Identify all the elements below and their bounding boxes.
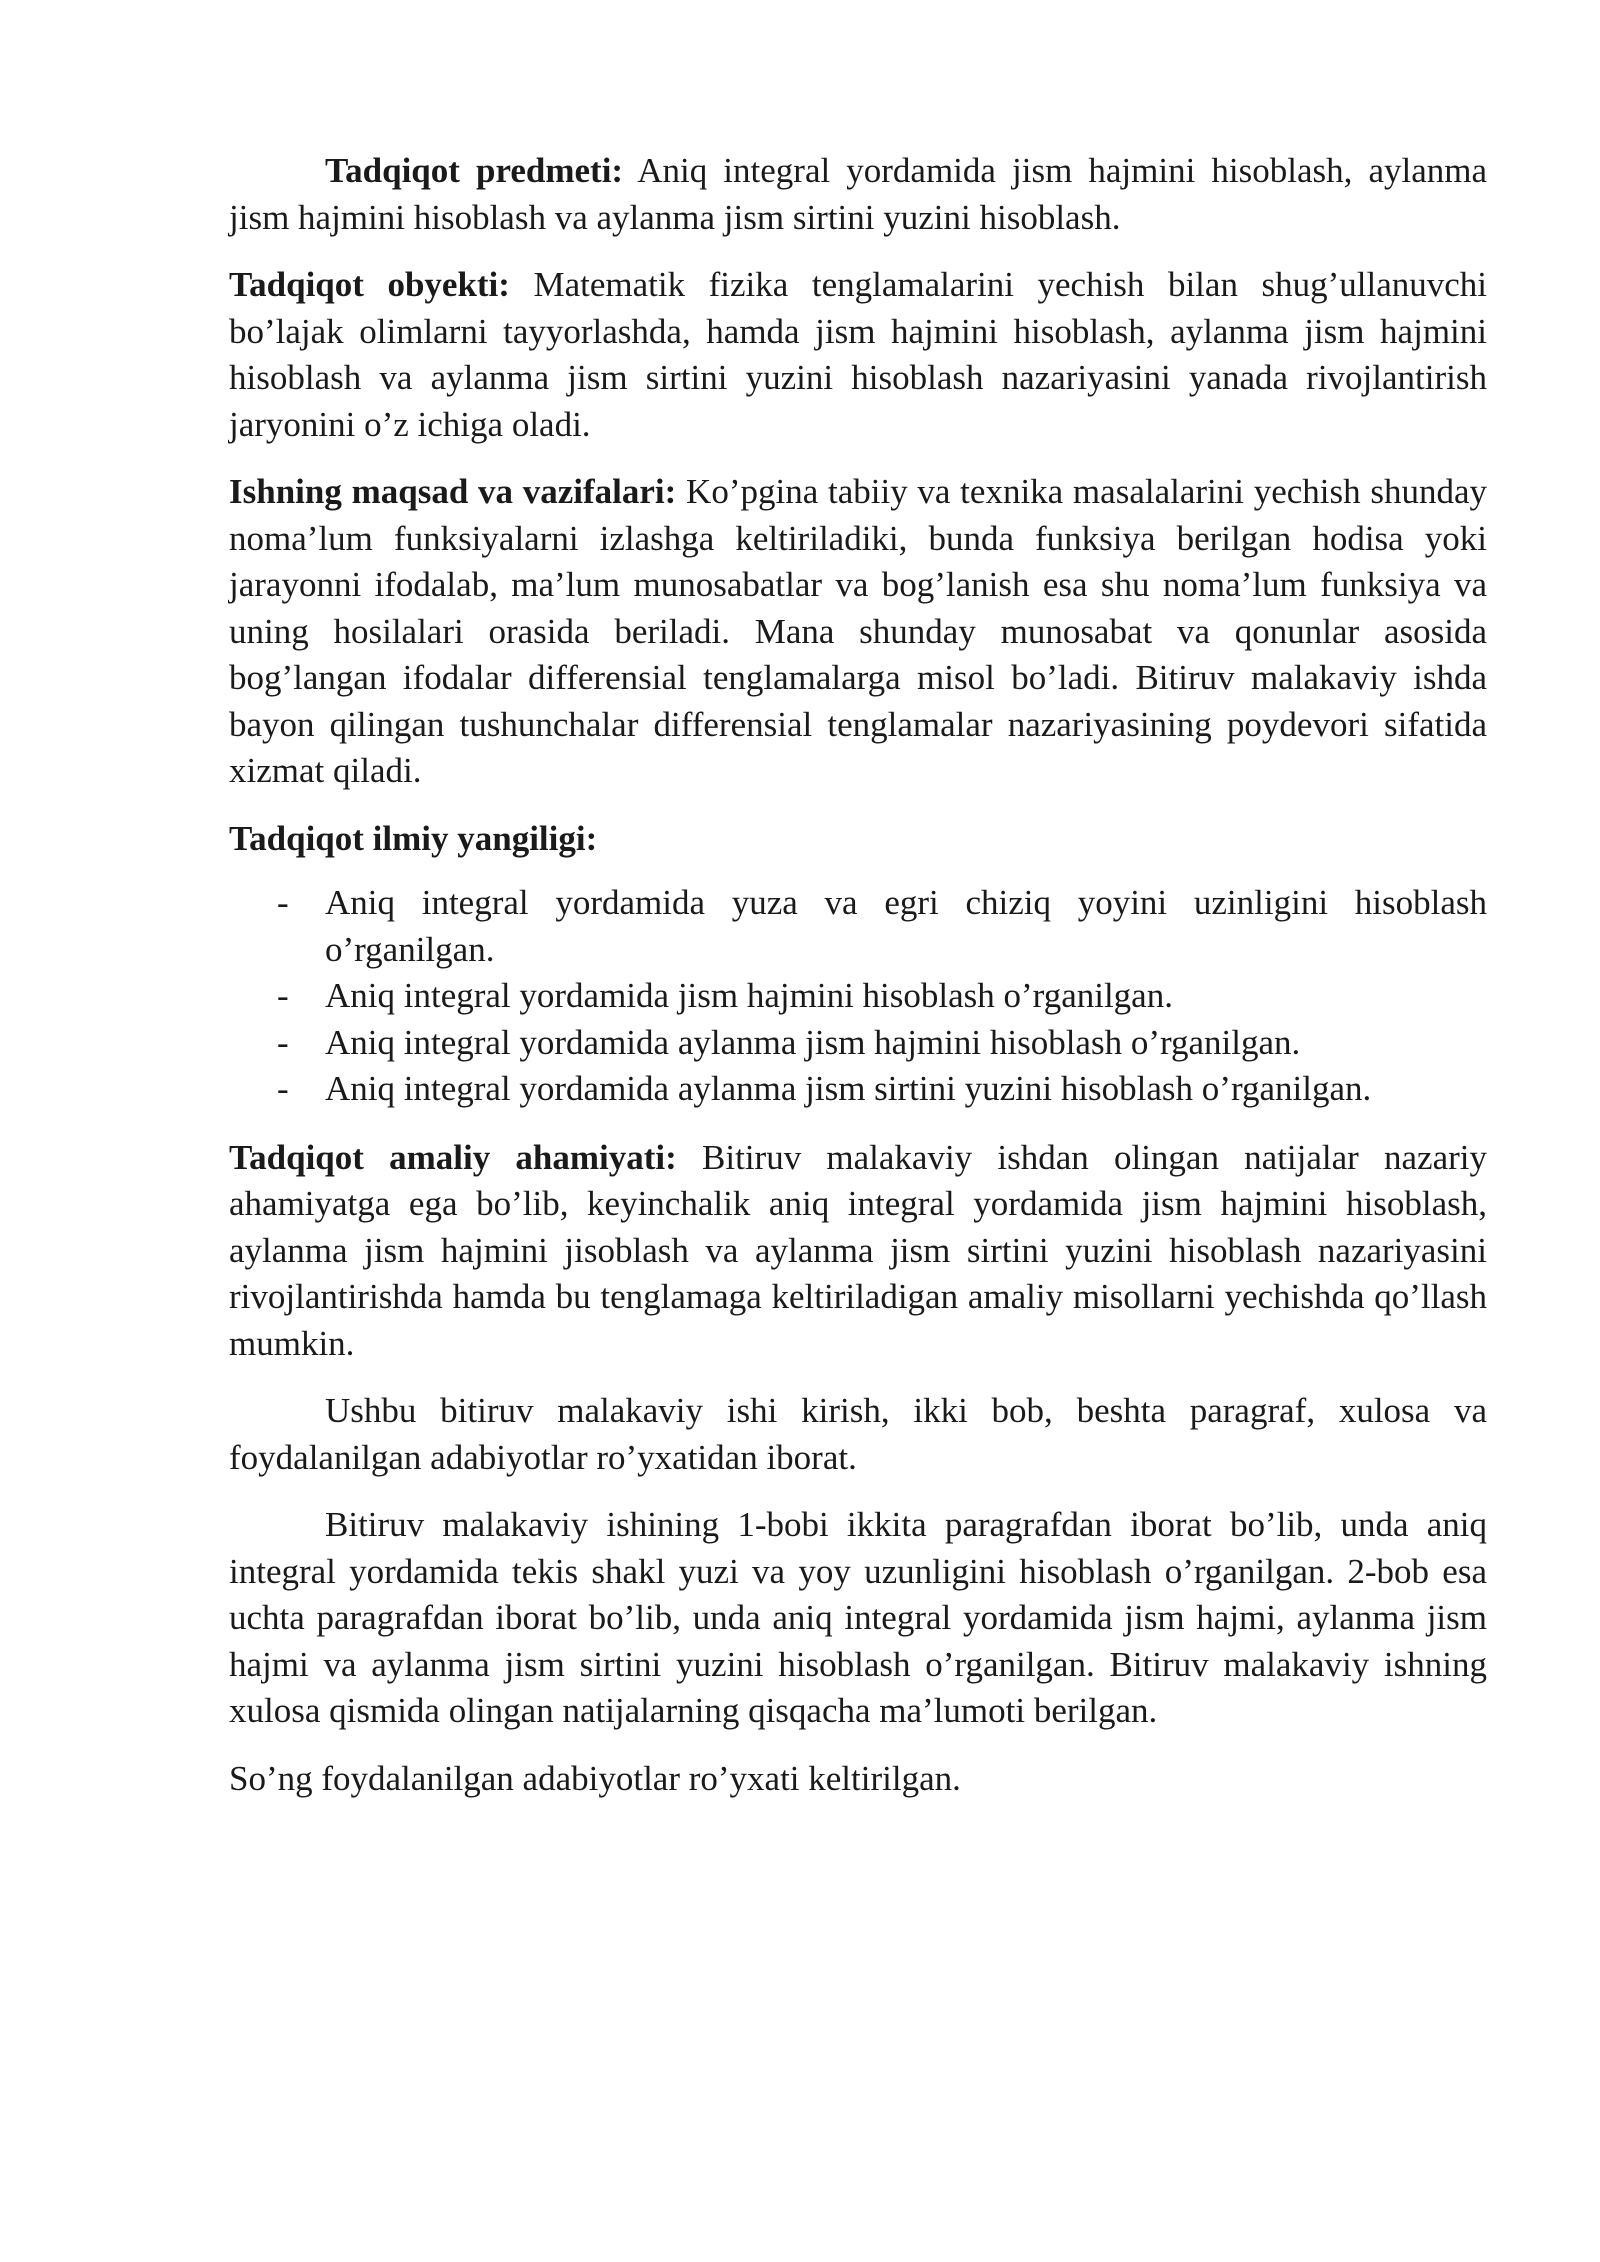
paragraph-research-object bbox=[229, 262, 1487, 448]
novelty-list bbox=[229, 880, 1487, 1113]
paragraph-chapters: Bitiruv malakaviy ishining 1-bobi ikkita paragrafdan iborat bo’lib, unda aniq integral yordamida tekis shakl yuzi va yoy uzunligini hisoblash o’rganilgan. 2-bob esa uchta paragrafdan iborat bo’lib, unda aniq integral yordamida jism hajmi, aylanma jism hajmi va aylanma jism sirtini yuzini hisoblash o’rganilgan. Bitiruv malakaviy ishning xulosa qismida olingan natijalarning qisqacha ma’lumoti berilgan. bbox=[229, 1505, 1487, 1730]
list-item-text: Aniq integral yordamida aylanma jism sirtini yuzini hisoblash o’rganilgan. bbox=[325, 1069, 1372, 1108]
paragraph-practical-significance bbox=[229, 1135, 1487, 1368]
list-item-text: Aniq integral yordamida jism hajmini hisoblash o’rganilgan. bbox=[325, 976, 1173, 1015]
text-research-object: Matematik fizika tenglamalarini yechish bilan shug’ullanuvchi bo’lajak olimlarni tayyorlashda, hamda jism hajmini hisoblash, aylanma jism hajmini hisoblash va aylanma jism sirtini yuzini hisoblash nazariyasini yanada rivojlantirish jaryonini o’z ichiga oladi. bbox=[229, 265, 1487, 444]
paragraph-structure: Ushbu bitiruv malakaviy ishi kirish, ikki bob, beshta paragraf, xulosa va foydalanilgan adabiyotlar ro’yxatidan iborat. bbox=[229, 1391, 1487, 1477]
list-item bbox=[229, 1066, 1487, 1113]
list-item bbox=[229, 1020, 1487, 1067]
label-research-object: Tadqiqot obyekti: bbox=[229, 265, 510, 304]
dash-marker: - bbox=[277, 976, 289, 1015]
label-scientific-novelty: Tadqiqot ilmiy yangiligi: bbox=[229, 818, 598, 858]
list-item bbox=[229, 973, 1487, 1020]
paragraph-goals-tasks bbox=[229, 469, 1487, 795]
list-item-text: Aniq integral yordamida yuza va egri chiziq yoyini uzinligini hisoblash o’rganilgan. bbox=[325, 883, 1487, 969]
text-practical-significance: Bitiruv malakaviy ishdan olingan natijalar nazariy ahamiyatga ega bo’lib, keyinchalik aniq integral yordamida jism hajmini hisoblash, aylanma jism hajmini jisoblash va aylanma jism sirtini yuzini hisoblash nazariyasini rivojlantirishda hamda bu tenglamaga keltiriladigan amaliy misollarni yechishda qo’llash mumkin. bbox=[229, 1137, 1488, 1363]
dash-marker: - bbox=[277, 1022, 289, 1062]
heading-scientific-novelty bbox=[229, 816, 1487, 863]
text-research-subject: Aniq integral yordamida jism hajmini hisoblash, aylanma jism hajmini hisoblash va aylanma jism sirtini yuzini hisoblash. bbox=[229, 151, 1488, 237]
label-research-subject: Tadqiqot predmeti: bbox=[325, 151, 624, 190]
paragraph-conclusion: So’ng foydalanilgan adabiyotlar ro’yxati keltirilgan. bbox=[229, 1758, 961, 1798]
text-goals-tasks: Ko’pgina tabiiy va texnika masalalarini yechish shunday noma’lum funksiyalarni izlashga keltiriladiki, bunda funksiya berilgan hodisa yoki jarayonni ifodalab, ma’lum munosabatlar va bog’lanish esa shu noma’lum funksiya va uning hosilalari orasida beriladi. Mana shunday munosabat va qonunlar asosida bog’langan ifodalar differensial tenglamalarga misol bo’ladi. Bitiruv malakaviy ishda bayon qilingan tushunchalar differensial tenglamalar nazariyasining poydevori sifatida xizmat qiladi. bbox=[229, 472, 1488, 790]
label-goals-tasks: Ishning maqsad va vazifalari: bbox=[229, 472, 677, 511]
dash-marker: - bbox=[277, 883, 289, 922]
list-item bbox=[229, 880, 1487, 973]
document-page bbox=[229, 148, 1487, 1823]
list-item-text: Aniq integral yordamida aylanma jism hajmini hisoblash o’rganilgan. bbox=[325, 1022, 1301, 1062]
dash-marker: - bbox=[277, 1069, 289, 1108]
label-practical-significance: Tadqiqot amaliy ahamiyati: bbox=[229, 1137, 677, 1177]
paragraph-research-subject bbox=[229, 148, 1487, 241]
